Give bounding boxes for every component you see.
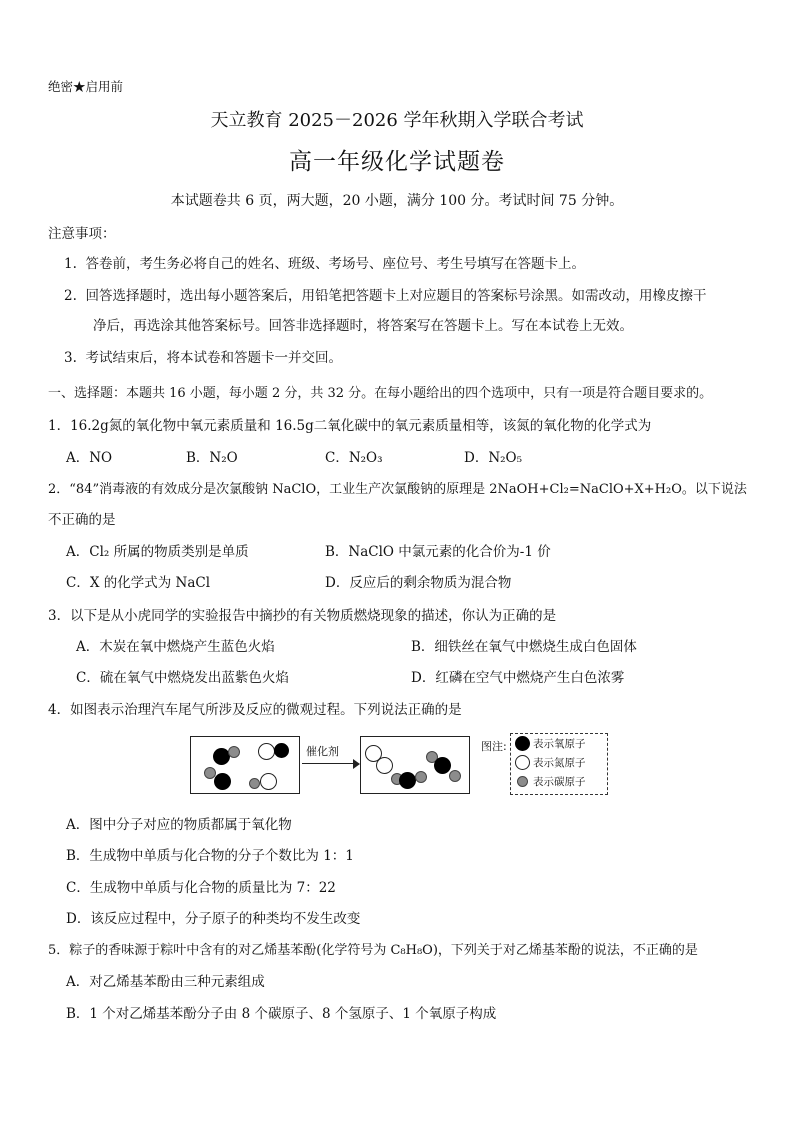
legend-title: 图注: bbox=[481, 740, 507, 753]
oxygen-atom bbox=[399, 772, 416, 789]
q5-option-b: B．1 个对乙烯基苯酚分子由 8 个碳原子、8 个氢原子、1 个氧原子构成 bbox=[66, 1006, 497, 1022]
q5-option-a: A．对乙烯基苯酚由三种元素组成 bbox=[66, 974, 265, 990]
carbon-atom-icon bbox=[517, 776, 528, 787]
reactant-box bbox=[190, 736, 300, 794]
q3-option-d: D．红磷在空气中燃烧产生白色浓雾 bbox=[411, 670, 625, 686]
confidential-mark: 绝密★启用前 bbox=[48, 79, 124, 94]
nitrogen-atom-icon bbox=[515, 755, 530, 770]
nitrogen-atom bbox=[258, 743, 275, 760]
notice-heading: 注意事项： bbox=[48, 226, 116, 242]
oxygen-atom bbox=[274, 743, 289, 758]
oxygen-atom bbox=[214, 773, 231, 790]
section-heading: 一、选择题：本题共 16 小题，每小题 2 分，共 32 分。在每小题给出的四个选项中，只有一项是符合题目要求的。 bbox=[48, 386, 713, 401]
oxygen-atom bbox=[434, 757, 451, 774]
question-2-stem-cont: 不正确的是 bbox=[48, 512, 116, 528]
reaction-arrow bbox=[302, 763, 356, 764]
legend-row-oxygen: 表示氧原子 bbox=[515, 736, 586, 754]
carbon-atom bbox=[415, 771, 427, 783]
reaction-diagram bbox=[190, 733, 610, 797]
q1-option-a: A．NO bbox=[66, 450, 113, 466]
legend-row-carbon: 表示碳原子 bbox=[515, 774, 586, 792]
product-box bbox=[360, 736, 470, 794]
question-3-stem: 3．以下是从小虎同学的实验报告中摘抄的有关物质燃烧现象的描述，你认为正确的是 bbox=[48, 608, 557, 624]
q1-option-c: C．N₂O₃ bbox=[325, 450, 383, 466]
nitrogen-atom bbox=[260, 773, 277, 790]
carbon-atom bbox=[249, 778, 260, 789]
q3-option-c: C．硫在氧气中燃烧发出蓝紫色火焰 bbox=[76, 670, 289, 686]
notice-item-2-cont: 净后，再选涂其他答案标号。回答非选择题时，将答案写在答题卡上。写在本试卷上无效。 bbox=[93, 318, 633, 334]
notice-text: 考试结束后，将本试卷和答题卡一并交回。 bbox=[85, 350, 342, 366]
question-5-stem: 5．粽子的香味源于粽叶中含有的对乙烯基苯酚(化学符号为 C₈H₈O)，下列关于对乙烯基苯酚的说法，不正确的是 bbox=[48, 943, 698, 958]
legend-row-nitrogen: 表示氮原子 bbox=[515, 755, 586, 773]
q4-option-b: B．生成物中单质与化合物的分子个数比为 1：1 bbox=[66, 848, 354, 864]
question-1-stem: 1．16.2g氮的氧化物中氧元素质量和 16.5g二氧化碳中的氧元素质量相等，该氮的氧化物的化学式为 bbox=[48, 418, 652, 434]
q1-option-b: B．N₂O bbox=[186, 450, 238, 466]
notice-item-2 bbox=[64, 287, 706, 305]
q2-option-d: D．反应后的剩余物质为混合物 bbox=[325, 575, 512, 591]
notice-num: 3. bbox=[64, 350, 77, 366]
arrow-head-icon bbox=[353, 759, 360, 769]
carbon-atom bbox=[449, 770, 461, 782]
q4-option-a: A．图中分子对应的物质都属于氧化物 bbox=[66, 817, 292, 833]
q1-option-d: D．N₂O₅ bbox=[464, 450, 523, 466]
notice-num: 1. bbox=[64, 256, 77, 272]
exam-title: 天立教育 2025－2026 学年秋期入学联合考试 bbox=[210, 110, 584, 131]
catalyst-label: 催化剂 bbox=[306, 745, 339, 758]
q3-option-b: B．细铁丝在氧气中燃烧生成白色固体 bbox=[411, 639, 637, 655]
notice-item-3 bbox=[64, 349, 342, 367]
q4-option-d: D．该反应过程中，分子原子的种类均不发生改变 bbox=[66, 911, 361, 927]
carbon-atom bbox=[228, 746, 240, 758]
q2-option-a: A．Cl₂ 所属的物质类别是单质 bbox=[66, 544, 249, 560]
notice-text: 答卷前，考生务必将自己的姓名、班级、考场号、座位号、考生号填写在答题卡上。 bbox=[85, 256, 585, 272]
oxygen-atom-icon bbox=[515, 736, 530, 751]
paper-title: 高一年级化学试题卷 bbox=[289, 149, 505, 175]
notice-text: 回答选择题时，选出每小题答案后，用铅笔把答题卡上对应题目的答案标号涂黑。如需改动，用橡皮擦干 bbox=[85, 288, 707, 304]
q4-option-c: C．生成物中单质与化合物的质量比为 7：22 bbox=[66, 880, 336, 896]
nitrogen-atom bbox=[376, 757, 393, 774]
diagram-legend bbox=[510, 733, 608, 795]
notice-num: 2. bbox=[64, 288, 77, 304]
q3-option-a: A．木炭在氧中燃烧产生蓝色火焰 bbox=[76, 639, 275, 655]
paper-info: 本试题卷共 6 页，两大题，20 小题，满分 100 分。考试时间 75 分钟。 bbox=[170, 193, 624, 209]
notice-item-1 bbox=[64, 255, 585, 273]
q2-option-b: B．NaClO 中氯元素的化合价为-1 价 bbox=[325, 544, 551, 560]
q2-option-c: C．X 的化学式为 NaCl bbox=[66, 575, 211, 591]
question-2-stem: 2．“84”消毒液的有效成分是次氯酸钠 NaClO，工业生产次氯酸钠的原理是 2NaOH+Cl₂=NaClO+X+H₂O。以下说法 bbox=[48, 482, 747, 497]
question-4-stem: 4．如图表示治理汽车尾气所涉及反应的微观过程。下列说法正确的是 bbox=[48, 702, 462, 718]
